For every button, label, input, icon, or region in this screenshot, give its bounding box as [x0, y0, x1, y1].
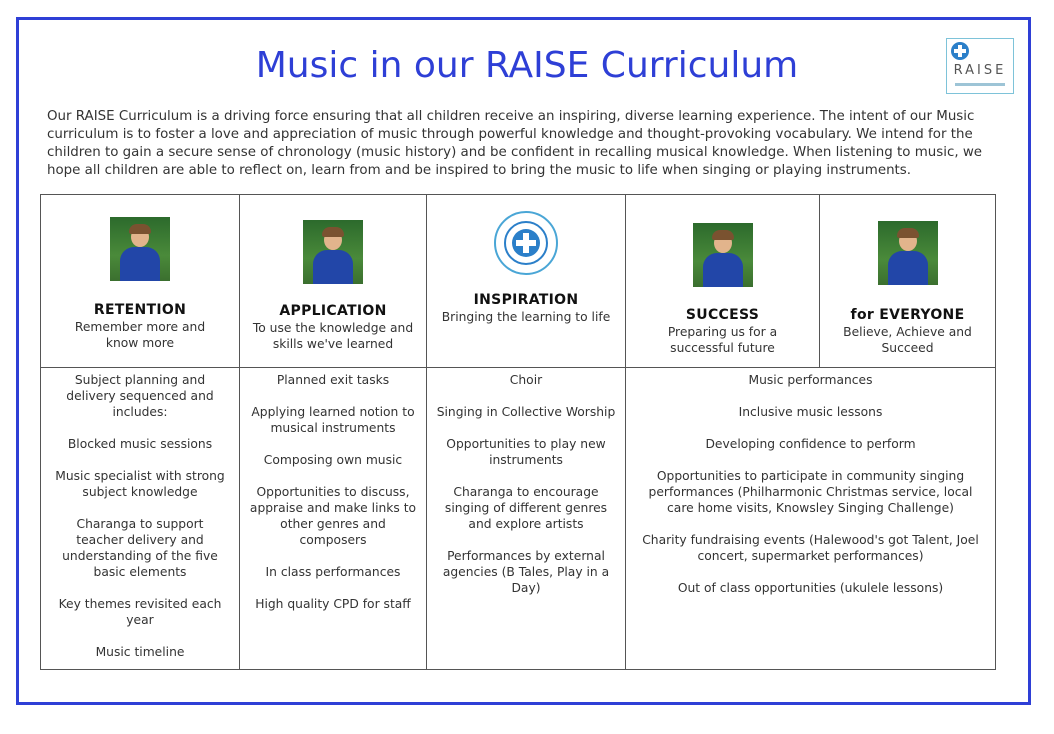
detail-line: performances (Philharmonic Christmas service, local — [648, 485, 973, 499]
pillar-heading: APPLICATION — [279, 303, 387, 319]
entry-gap — [431, 388, 621, 404]
detail-line: singing of different genres — [444, 501, 608, 515]
entry-gap — [244, 580, 422, 596]
detail-entry — [431, 404, 621, 420]
pillar-heading: INSPIRATION — [473, 292, 579, 308]
detail-line: Subject planning and — [74, 373, 206, 387]
detail-line: concert, supermarket performances) — [697, 549, 924, 563]
detail-line: Key themes revisited each — [58, 597, 222, 611]
entry-gap — [630, 420, 991, 436]
detail-line: composers — [299, 533, 367, 547]
pillar-retention — [41, 195, 240, 368]
entry-gap — [244, 468, 422, 484]
detail-entry — [45, 596, 235, 628]
detail-line: Out of class opportunities (ukulele lessons) — [677, 581, 944, 595]
detail-line: Charanga to encourage — [453, 485, 599, 499]
pillar-subtitle: successful future — [670, 341, 775, 355]
detail-entry — [45, 372, 235, 420]
entry-gap — [431, 420, 621, 436]
detail-line: Music specialist with strong — [55, 469, 225, 483]
detail-entry — [244, 452, 422, 468]
detail-entry — [45, 468, 235, 500]
detail-entry — [244, 404, 422, 436]
detail-entry — [244, 372, 422, 388]
detail-line: Opportunities to discuss, — [256, 485, 410, 499]
detail-entry — [431, 436, 621, 468]
detail-entry — [630, 580, 991, 596]
detail-line: subject knowledge — [82, 485, 198, 499]
pillar-application — [240, 195, 427, 368]
detail-entry — [630, 372, 991, 388]
pillar-heading: SUCCESS — [685, 307, 760, 323]
detail-line: Singing in Collective Worship — [436, 405, 616, 419]
success-everyone-details — [626, 368, 996, 670]
detail-line: basic elements — [93, 565, 187, 579]
detail-entry — [630, 404, 991, 420]
intro-paragraph: Our RAISE Curriculum is a driving force ensuring that all children receive an inspiring, diverse learning experience. The intent of our Music curriculum is to foster a love and appreciation of music through powerful knowledge and thought-provoking vocabulary. We intend for the children to gain a secure sense of chronology (music history) and be confident in recalling musical knowledge. When listening to music, we hope all children are able to reflect on, learn from and be inspired to bring the music to life when singing or playing instruments. — [47, 109, 983, 178]
detail-entry — [45, 436, 235, 452]
pillar-for-everyone — [820, 195, 996, 368]
pillar-subtitle: Believe, Achieve and — [843, 325, 972, 339]
entry-gap — [45, 420, 235, 436]
detail-entry — [630, 468, 991, 516]
detail-line: Planned exit tasks — [276, 373, 390, 387]
detail-entry — [45, 644, 235, 660]
entry-gap — [630, 516, 991, 532]
pillar-subtitle: Succeed — [881, 341, 934, 355]
detail-line: and explore artists — [468, 517, 584, 531]
pillar-subtitle: skills we've learned — [272, 337, 394, 351]
detail-line: year — [126, 613, 154, 627]
pillar-subtitle: Remember more and — [74, 320, 206, 334]
detail-line: instruments — [489, 453, 563, 467]
entry-gap — [45, 452, 235, 468]
entry-gap — [630, 564, 991, 580]
raise-logo-tagline-mark — [955, 83, 1005, 86]
detail-line: Charity fundraising events (Halewood's got Talent, Joel — [642, 533, 979, 547]
detail-entry — [630, 436, 991, 452]
detail-entry — [431, 372, 621, 388]
detail-line: In class performances — [265, 565, 401, 579]
detail-line: Blocked music sessions — [67, 437, 213, 451]
pillar-heading: RETENTION — [93, 302, 187, 318]
inspiration-details — [427, 368, 626, 670]
pupil-photo-retention — [110, 217, 170, 281]
entry-gap — [431, 468, 621, 484]
detail-entry — [244, 564, 422, 580]
school-logo-icon — [494, 211, 558, 275]
detail-line: Choir — [509, 373, 543, 387]
detail-line: care home visits, Knowsley Singing Challenge) — [667, 501, 954, 515]
page-title: Music in our RAISE Curriculum — [255, 45, 799, 86]
detail-line: teacher delivery and — [76, 533, 204, 547]
detail-line: Inclusive music lessons — [738, 405, 883, 419]
retention-details — [41, 368, 240, 670]
detail-entry — [244, 484, 422, 548]
entry-gap — [244, 436, 422, 452]
pillar-success — [626, 195, 820, 368]
entry-gap — [45, 580, 235, 596]
entry-gap — [244, 548, 422, 564]
entry-gap — [630, 388, 991, 404]
pupil-photo-application — [303, 220, 363, 284]
detail-entry — [431, 548, 621, 596]
detail-line: includes: — [112, 405, 168, 419]
pillar-heading: for EVERYONE — [850, 307, 965, 323]
raise-logo — [946, 38, 1014, 94]
detail-entry — [431, 484, 621, 532]
detail-line: understanding of the five — [62, 549, 218, 563]
detail-line: Performances by external — [447, 549, 605, 563]
detail-row — [41, 368, 996, 670]
pillar-row — [41, 195, 996, 368]
detail-line: Opportunities to participate in community singing — [656, 469, 965, 483]
detail-line: Composing own music — [263, 453, 403, 467]
raise-logo-word: RAISE — [953, 63, 1007, 78]
detail-line: High quality CPD for staff — [255, 597, 411, 611]
detail-line: Applying learned notion to — [251, 405, 415, 419]
detail-line: appraise and make links to — [249, 501, 417, 515]
detail-line: Developing confidence to perform — [705, 437, 916, 451]
detail-entry — [630, 532, 991, 564]
application-details — [240, 368, 427, 670]
pillar-inspiration — [427, 195, 626, 368]
detail-line: delivery sequenced and — [66, 389, 214, 403]
detail-line: other genres and — [280, 517, 386, 531]
detail-line: Opportunities to play new — [446, 437, 606, 451]
entry-gap — [630, 452, 991, 468]
detail-line: musical instruments — [270, 421, 396, 435]
detail-line: Day) — [511, 581, 541, 595]
pupil-photo-for-everyone — [878, 221, 938, 285]
detail-line: Music performances — [748, 373, 873, 387]
detail-line: agencies (B Tales, Play in a — [442, 565, 610, 579]
pillar-subtitle: know more — [105, 336, 175, 350]
detail-line: Music timeline — [95, 645, 185, 659]
detail-line: Charanga to support — [76, 517, 204, 531]
entry-gap — [45, 500, 235, 516]
pupil-photo-success — [693, 223, 753, 287]
entry-gap — [244, 388, 422, 404]
raise-cross-icon — [951, 42, 969, 60]
detail-entry — [45, 516, 235, 580]
pillar-subtitle: Bringing the learning to life — [441, 310, 611, 324]
curriculum-table — [40, 194, 996, 670]
pillar-subtitle: Preparing us for a — [667, 325, 778, 339]
detail-entry — [244, 596, 422, 612]
entry-gap — [45, 628, 235, 644]
entry-gap — [431, 532, 621, 548]
pillar-subtitle: To use the knowledge and — [252, 321, 414, 335]
